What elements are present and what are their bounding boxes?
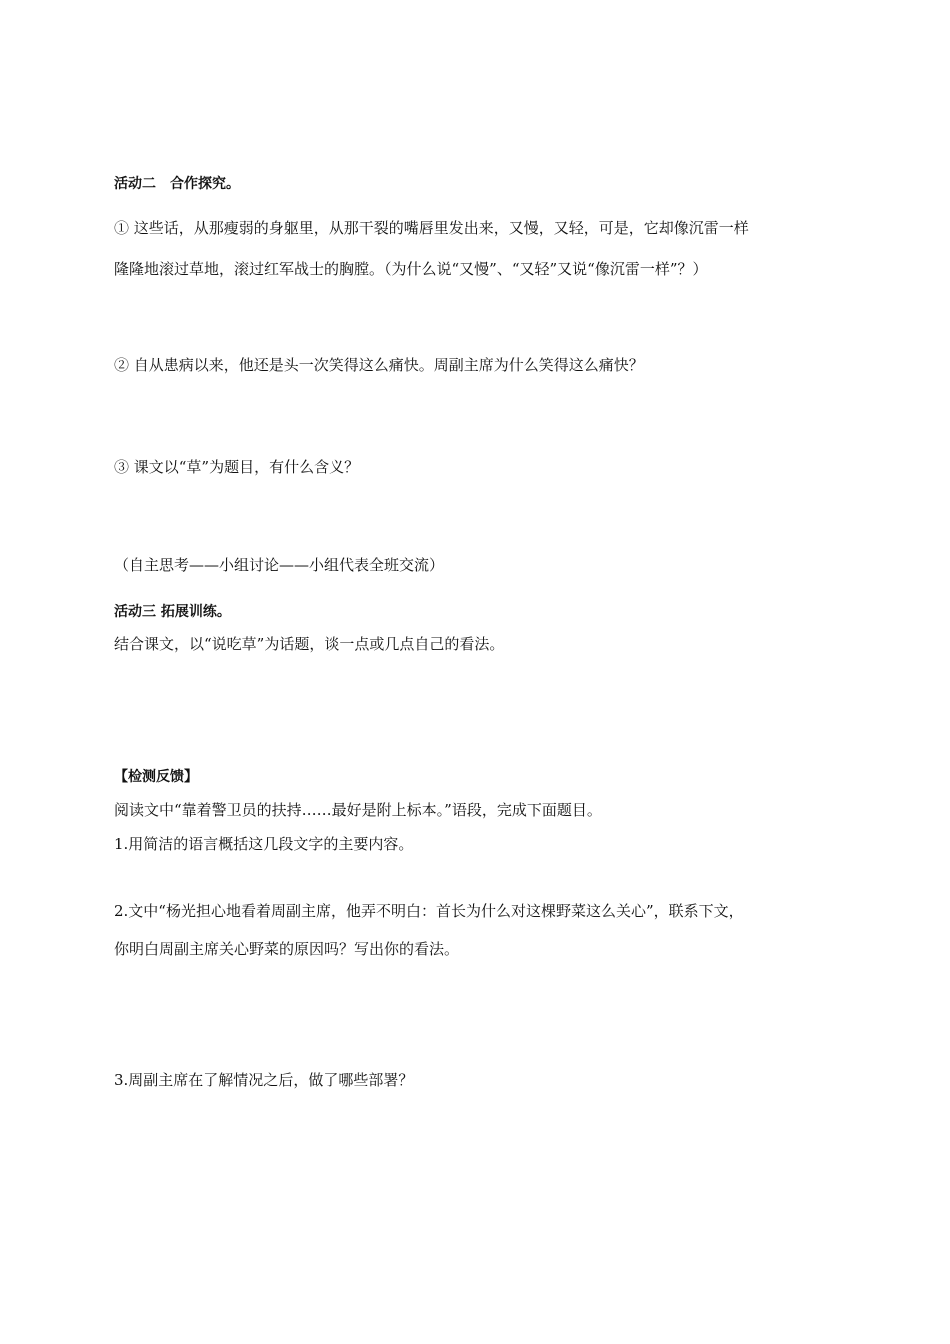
feedback-q1: 1.用简洁的语言概括这几段文字的主要内容。 [114, 835, 414, 853]
activity2-q3: ③ 课文以“草”为题目，有什么含义？ [114, 458, 360, 476]
activity3-prompt: 结合课文，以“说吃草”为话题，谈一点或几点自己的看法。 [114, 635, 505, 653]
feedback-q2-line2: 你明白周副主席关心野菜的原因吗？写出你的看法。 [114, 940, 460, 958]
activity2-q1-line1: ① 这些话，从那瘦弱的身躯里，从那干裂的嘴唇里发出来，又慢，又轻，可是，它却像沉雷一样 [114, 219, 749, 237]
feedback-q3: 3.周副主席在了解情况之后，做了哪些部署？ [114, 1071, 414, 1089]
feedback-q2-line1: 2.文中“杨光担心地看着周副主席，他弄不明白：首长为什么对这棵野菜这么关心”，联系下文， [114, 902, 744, 920]
activity2-title: 活动二 合作探究。 [114, 176, 240, 192]
activity2-q2: ② 自从患病以来，他还是头一次笑得这么痛快。周副主席为什么笑得这么痛快？ [114, 356, 644, 374]
feedback-intro: 阅读文中“靠着警卫员的扶持……最好是附上标本。”语段，完成下面题目。 [114, 801, 602, 819]
activity2-method: （自主思考——小组讨论——小组代表全班交流） [114, 556, 445, 574]
feedback-title: 【检测反馈】 [114, 769, 198, 785]
activity3-title: 活动三 拓展训练。 [114, 604, 231, 620]
activity2-q1-line2: 隆隆地滚过草地，滚过红军战士的胸膛。（为什么说“又慢”、“又轻”又说“像沉雷一样”？） [114, 260, 708, 278]
